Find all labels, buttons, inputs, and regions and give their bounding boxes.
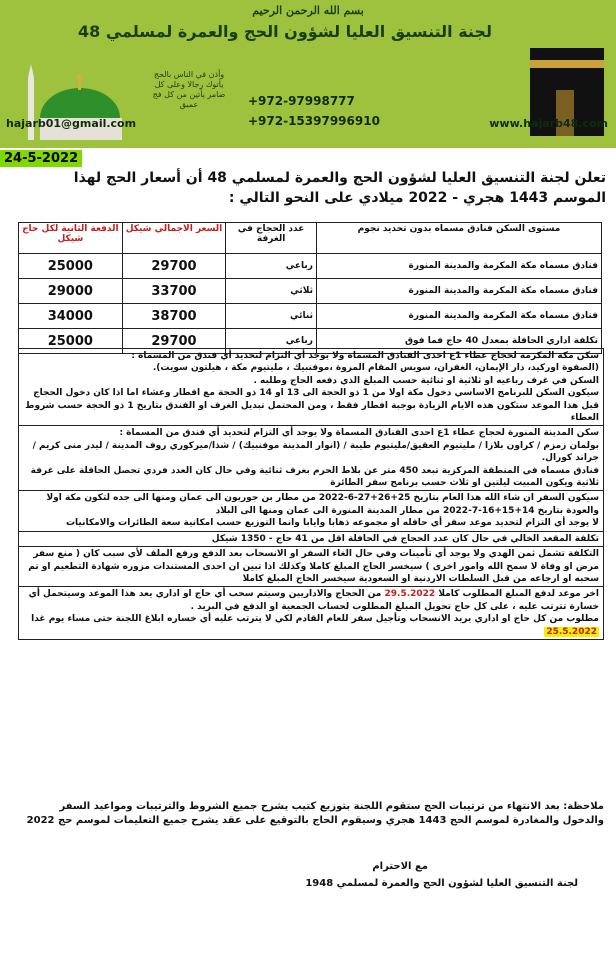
row-level: فنادق مسماه مكة المكرمة والمدينة المنورة bbox=[316, 279, 601, 304]
intro-line-1: تعلن لجنة التنسيق العليا لشؤون الحج والعمرة لمسلمي 48 أن أسعار الحج لهذا bbox=[73, 170, 606, 186]
note-paragraph: ملاحظة: بعد الانتهاء من ترتيبات الحج ستقوم اللجنة بتوزيع كتيب يشرح جميع الشروط والترتيبات ومواعيد السفر والدخول والمغادرة لموسم الحج 1443 هجري وسيقوم الحاج بالتوقيع على عقد يشرح جميع التعليمات لموسم حج 2022 bbox=[26, 801, 604, 826]
cost-terms-section bbox=[19, 547, 603, 587]
makkah-hotels: (الصفوة اوركيد، دار الإيمان، الغفران، سويس المقام المروة ،موفنبيك ، مليتيوم مكة ، هيلتون سويت). bbox=[152, 363, 599, 374]
intro-line-2: الموسم 1443 هجري - 2022 ميلادي على النحو التالي : bbox=[228, 190, 606, 206]
header-second-payment: الدفعة الثانية لكل حاج شيكل bbox=[19, 223, 123, 254]
row-pilgrims: رباعي bbox=[226, 254, 317, 279]
travel-commitment: لا يوجد أي التزام لتحديد موعد سفر أي حافله او مجموعه ذهابا وايابا وانما التوزيع حسب امكانية سعة الطائرات والامكانيات bbox=[66, 518, 599, 529]
row-pilgrims: ثنائي bbox=[226, 304, 317, 329]
header-accommodation-level: مستوى السكن فنادق مسماه بدون تحديد نجوم bbox=[316, 223, 601, 254]
travel-dates-section bbox=[19, 491, 603, 531]
row-second: 34000 bbox=[19, 304, 123, 329]
email-address: hajarb01@gmail.com bbox=[6, 117, 137, 130]
closing-regards: مع الاحترام bbox=[372, 861, 428, 872]
withdrawal-date: 25.5.2022 bbox=[546, 626, 597, 637]
makkah-p1: سكن مكة المكرمة لحجاج عطاء 1ع احدى الفنادق المسماة ولا يوجد أي التزام لتحديد أي فندق من المسماة : bbox=[131, 351, 599, 361]
website-address: www.hajarb48.com bbox=[489, 117, 608, 130]
makkah-housing-section bbox=[19, 349, 603, 426]
row-level: فنادق مسماه مكة المكرمة والمدينة المنورة bbox=[316, 304, 601, 329]
deadline-post: من الحجاج والاداريين وسيتم سحب أي حاج او اداري يعد هذا الموعد وسيتحمل أي خسارة تترتب عليه ، على كل حاج تحويل المبلغ المطلوب لحساب الجمعية او الدفع في البريد . bbox=[28, 589, 599, 612]
row-pilgrims: ثلاثي bbox=[226, 279, 317, 304]
deadline-p1 bbox=[23, 588, 599, 613]
row-total: 38700 bbox=[122, 304, 226, 329]
empty-seat-cost: تكلفة المقعد الخالي في حال كان عدد الحجاج في الحافلة اقل من 41 حاج - 1350 شيكل bbox=[211, 533, 599, 544]
travel-departure: سيكون السفر ان شاء الله هذا العام بتاريخ 25+26+27-6-2022 من مطار بن جوريون الى عمان ومنها الى جده لتكون مكة اولا bbox=[46, 493, 599, 504]
letterhead-banner bbox=[0, 0, 616, 148]
row-total: 33700 bbox=[122, 279, 226, 304]
travel-return: والعودة بتاريخ 14+15+16-7-2022 من مطار المدينة المنورة الى عمان ومنها الى البلاد bbox=[215, 505, 599, 516]
closing-block bbox=[18, 858, 578, 892]
row-total: 29700 bbox=[122, 254, 226, 279]
row-second: 29000 bbox=[19, 279, 123, 304]
madinah-p3: فنادق مسماه في المنطقة المركزية تبعد 450 متر عن بلاط الحرم بغرف ثنائية وفي حال كان العدد فردي تحصل الحافلة على غرفة ثلاثية ويكون المبيت ليلتين او ثلاث حسب برنامج سفر الطائرة bbox=[30, 465, 599, 489]
row-level: فنادق مسماه مكة المكرمة والمدينة المنورة bbox=[316, 254, 601, 279]
basmala: بسم الله الرحمن الرحيم bbox=[252, 4, 364, 17]
row-total: 29700 bbox=[122, 329, 226, 354]
date-badge: 24-5-2022 bbox=[0, 150, 82, 167]
makkah-p3: السكن في غرف رباعيه او ثلاثية او ثنائية حسب المبلغ الذي دفعه الحاج وطلبه . bbox=[253, 375, 599, 386]
row-level: تكلفة اداري الحافلة بمعدل 40 حاج فما فوق bbox=[316, 329, 601, 354]
payment-deadline-section bbox=[19, 587, 603, 639]
table-row bbox=[19, 279, 602, 304]
madinah-p1: سكن المدينة المنورة لحجاج عطاء 1ع احدى الفنادق المسماة ولا يوجد أي التزام لتحديد أي فندق من المسماة : bbox=[119, 428, 599, 439]
row-second: 25000 bbox=[19, 329, 123, 354]
row-second: 25000 bbox=[19, 254, 123, 279]
table-row bbox=[19, 254, 602, 279]
announcement-intro bbox=[10, 168, 606, 208]
makkah-p4: سيكون السكن للبرنامج الاساسي دخول مكة اولا من 1 ذو الحجة الى 13 او 14 ذو الحجة مع افطار وعشاء اما اذا كان دخول الحجاج قبل هذا الموعد ستكون هذه الايام الزيادة بوجبة افطار فقط ، ومن المحتمل تبديل الغرف او الفندق بتاريخ 1 ذو الحجة حسب شروط العطاء bbox=[25, 388, 599, 424]
madinah-housing-section bbox=[19, 426, 603, 491]
row-pilgrims: رباعي bbox=[226, 329, 317, 354]
committee-title: لجنة التنسيق العليا لشؤون الحج والعمرة لمسلمي 48 bbox=[78, 22, 492, 41]
header-total-price: السعر الاجمالي شيكل bbox=[122, 223, 226, 254]
quran-verse-badge: وأذن في الناس بالحج يأتوك رجالا وعلى كل ضامر يأتين من كل فج عميق bbox=[152, 70, 226, 109]
deadline-pre: اخر موعد لدفع المبلغ المطلوب كاملا bbox=[438, 589, 599, 600]
closing-signature: لجنة التنسيق العليا لشؤون الحج والعمرة لمسلمي 1948 bbox=[305, 878, 578, 889]
cost-terms: التكلفة تشمل ثمن الهدي ولا يوجد أي تأمينات وفي حال الغاء السفر او الانسحاب بعد الدفع ورفع الملف لأي سبب كان ( منع سفر مرض او وفاة لا سمح الله وامور اخرى ) سيخسر الحاج المبلغ كاملا وكذلك اذا تبين ان احدى المستندات مزوره شهادة التطعيم او تم سحبه او ارجاعه من قبل السلطات الاردنية او السعودية سيخسر الحاج المبلغ كاملا bbox=[28, 549, 599, 584]
deadline-p2 bbox=[23, 613, 599, 638]
terms-sections bbox=[18, 348, 604, 640]
table-row bbox=[19, 304, 602, 329]
phone-number-2: +972-15397996910 bbox=[248, 114, 380, 128]
empty-seat-section bbox=[19, 532, 603, 547]
prices-table bbox=[18, 222, 602, 354]
header-pilgrims-per-room: عدد الحجاج في الغرفة bbox=[226, 223, 317, 254]
deadline-date: 29.5.2022 bbox=[384, 589, 436, 600]
madinah-hotels: بولمان زمزم / كراون بلازا / مليتيوم العقيق/مليتيوم طيبة / (انوار المدينة موفنبيك) / شذا/ميركوري روف المدينة / ليدر منى كريم / جراند كورال. bbox=[32, 440, 599, 464]
withdrawal-note: مطلوب من كل حاج او اداري يريد الانسحاب وتأجيل سفر للعام القادم لكي لا يترتب عليه أي خساره ابلاغ اللجنة حتى مساء يوم غدا bbox=[31, 614, 599, 625]
table-header-row bbox=[19, 223, 602, 254]
phone-number-1: +972-97998777 bbox=[248, 94, 355, 108]
